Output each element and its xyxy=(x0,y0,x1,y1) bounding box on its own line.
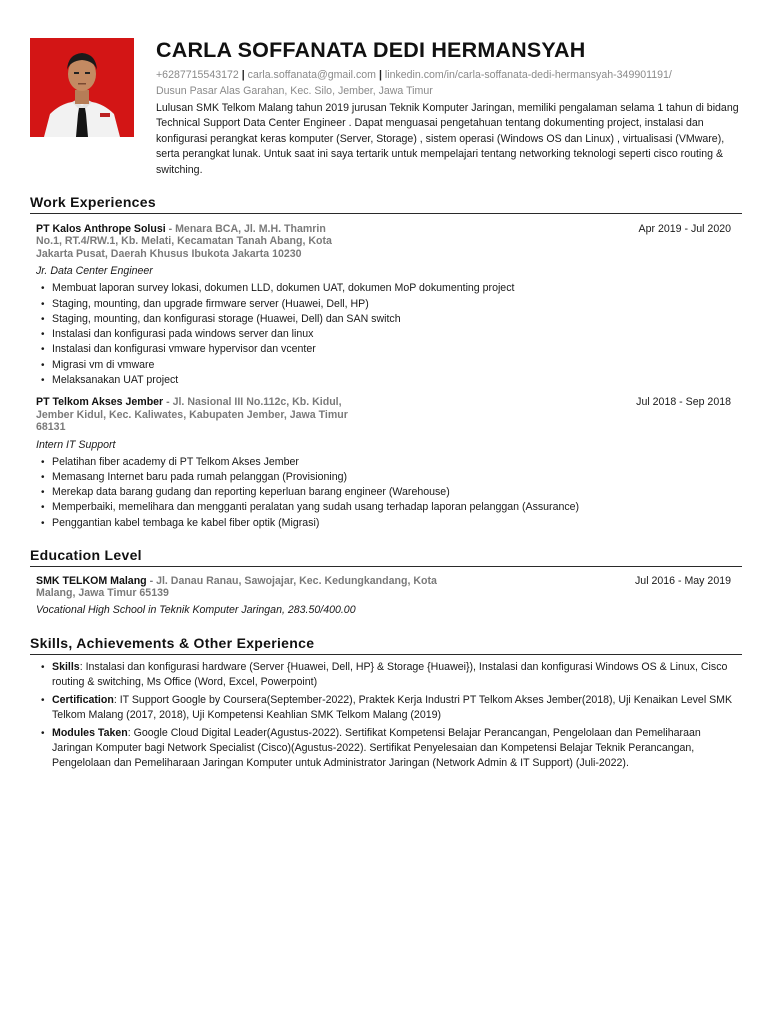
bullet-icon: • xyxy=(41,487,45,499)
skill-label: Certification xyxy=(52,693,114,706)
job-duties xyxy=(36,281,731,388)
email-link[interactable]: carla.soffanata@gmail.com xyxy=(247,69,376,81)
education-dates: Jul 2016 - May 2019 xyxy=(635,575,731,587)
list-item xyxy=(36,660,741,691)
contact-line xyxy=(156,67,746,83)
company-location: No.1, RT.4/RW.1, Kb. Melati, Kecamatan Tanah Abang, Kota xyxy=(36,235,332,248)
profile-photo xyxy=(30,38,134,137)
school-location: - Jl. Danau Ranau, Sawojajar, Kec. Kedungkandang, Kota xyxy=(146,575,437,587)
bullet-icon: • xyxy=(41,471,45,483)
job-role: Jr. Data Center Engineer xyxy=(36,265,153,278)
company-location: Jakarta Pusat, Daerah Khusus Ibukota Jakarta 10230 xyxy=(36,247,302,260)
bullet-icon: • xyxy=(41,502,45,514)
contact-separator: | xyxy=(241,69,245,81)
bullet-icon: • xyxy=(41,283,45,295)
company-location: Jember Kidul, Kec. Kaliwates, Kabupaten Jember, Jawa Timur xyxy=(36,408,348,421)
bullet-icon: • xyxy=(41,456,45,468)
skill-label: Modules Taken xyxy=(52,726,128,739)
list-item: • Staging, mounting, dan konfigurasi storage (Huawei, Dell) dan SAN switch xyxy=(36,312,731,327)
list-item xyxy=(36,693,741,724)
bullet-icon: • xyxy=(41,359,45,371)
bullet-icon: • xyxy=(41,662,45,673)
education-header xyxy=(36,575,731,600)
bullet-icon: • xyxy=(41,694,45,706)
linkedin-link[interactable]: linkedin.com/in/carla-soffanata-dedi-hermansyah-349901191/ xyxy=(384,69,672,81)
education-entry xyxy=(36,575,731,617)
work-experience-section xyxy=(30,193,742,531)
list-item: • Memasang Internet baru pada rumah pelanggan (Provisioning) xyxy=(36,470,731,485)
section-title-work: Work Experiences xyxy=(30,193,742,214)
company-location: - Menara BCA, Jl. M.H. Thamrin xyxy=(165,223,326,235)
skills-list xyxy=(36,660,741,772)
job-duties xyxy=(36,455,731,531)
job-entry xyxy=(36,396,731,531)
job-dates: Apr 2019 - Jul 2020 xyxy=(638,223,731,235)
list-item: • Instalasi dan konfigurasi pada windows server dan linux xyxy=(36,327,731,342)
skill-text: : IT Support Google by Coursera(September-2022), Praktek Kerja Industri PT Telkom Akses Jember(2018), Uji Kenaikan Level SMK Telkom Malang (2017, 2018), Uji Kompetensi Keahlian SMK Telkom Malang (2019) xyxy=(52,693,733,722)
job-header xyxy=(36,396,731,433)
contact-separator: | xyxy=(378,69,382,81)
company-location: 68131 xyxy=(36,421,66,434)
list-item: • Penggantian kabel tembaga ke kabel fiber optik (Migrasi) xyxy=(36,516,731,531)
bullet-icon: • xyxy=(41,298,45,310)
bullet-icon: • xyxy=(41,517,45,529)
list-item: • Pelatihan fiber academy di PT Telkom Akses Jember xyxy=(36,455,731,470)
list-item: • Melaksanakan UAT project xyxy=(36,373,731,388)
bullet-icon: • xyxy=(41,375,45,386)
job-role: Intern IT Support xyxy=(36,438,116,451)
list-item xyxy=(36,726,741,772)
education-section xyxy=(30,546,742,617)
bullet-icon: • xyxy=(41,344,45,356)
candidate-name: CARLA SOFFANATA DEDI HERMANSYAH xyxy=(156,38,586,62)
job-dates: Jul 2018 - Sep 2018 xyxy=(636,396,731,409)
skill-text: : Google Cloud Digital Leader(Agustus-2022). Sertifikat Kompetensi Belajar Perancangan, Pengelolaan dan Pemeliharaan Jaringan Komputer bagi Network Specialist (Cisco)(Agustus-2022). Sertifikat Penyelesaian dan Kompetensi Belajar Teknik Perancangan, Pengelolaan dan Pemeliharaan Jaringan Komputer untuk Administrator Jaringan (Network Admin & IT Support) (Juli-2022). xyxy=(52,726,701,770)
job-header xyxy=(36,223,731,260)
list-item: • Merekap data barang gudang dan reporting keperluan barang engineer (Warehouse) xyxy=(36,485,731,500)
section-title-skills: Skills, Achievements & Other Experience xyxy=(30,634,742,655)
list-item: • Migrasi vm di vmware xyxy=(36,358,731,373)
address: Dusun Pasar Alas Garahan, Kec. Silo, Jember, Jawa Timur xyxy=(156,85,433,97)
company-name: PT Telkom Akses Jember xyxy=(36,396,164,409)
section-title-education: Education Level xyxy=(30,546,742,567)
skill-label: Skills xyxy=(52,661,80,673)
school-location: Malang, Jawa Timur 65139 xyxy=(36,587,169,600)
job-entry xyxy=(36,223,731,388)
bullet-icon: • xyxy=(41,329,45,341)
company-location: - Jl. Nasional III No.112c, Kb. Kidul, xyxy=(163,396,342,409)
education-detail: Vocational High School in Teknik Komputer Jaringan, 283.50/400.00 xyxy=(36,603,356,616)
list-item: • Memperbaiki, memelihara dan mengganti peralatan yang sudah usang terhadap laporan pelanggan (Assurance) xyxy=(36,500,731,515)
profile-summary: Lulusan SMK Telkom Malang tahun 2019 jurusan Teknik Komputer Jaringan, memiliki pengalaman selama 1 tahun di bidang Technical Support Data Center Engineer . Dapat menguasai pengetahuan tentang dokumenting project, instalasi dan konfigurasi perangkat keras komputer (Server, Storage) , sistem operasi (Windows OS dan Linux) , virtualisasi (VMware), serta perangkat lunak. Untuk saat ini saya tertarik untuk mempelajari tentang networking teknologi seperti cisco routing & switching. xyxy=(156,102,739,176)
company-name: PT Kalos Anthrope Solusi xyxy=(36,223,166,235)
list-item: • Membuat laporan survey lokasi, dokumen LLD, dokumen UAT, dokumen MoP dokumenting project xyxy=(36,281,731,296)
bullet-icon: • xyxy=(41,727,45,739)
skills-section xyxy=(30,634,742,774)
list-item: • Instalasi dan konfigurasi vmware hypervisor dan vcenter xyxy=(36,342,731,357)
skill-text: : Instalasi dan konfigurasi hardware (Server {Huawei, Dell, HP} & Storage {Huawei}), Instalasi dan konfigurasi Windows OS & Linux, Cisco routing & switching, Ms Office (Word, Excel, Powerpoint) xyxy=(52,661,728,689)
list-item: • Staging, mounting, dan upgrade firmware server (Huawei, Dell, HP) xyxy=(36,297,731,312)
resume-header xyxy=(156,37,746,178)
bullet-icon: • xyxy=(41,313,45,325)
school-name: SMK TELKOM Malang xyxy=(36,575,147,587)
phone-link[interactable]: +6287715543172 xyxy=(156,69,239,81)
